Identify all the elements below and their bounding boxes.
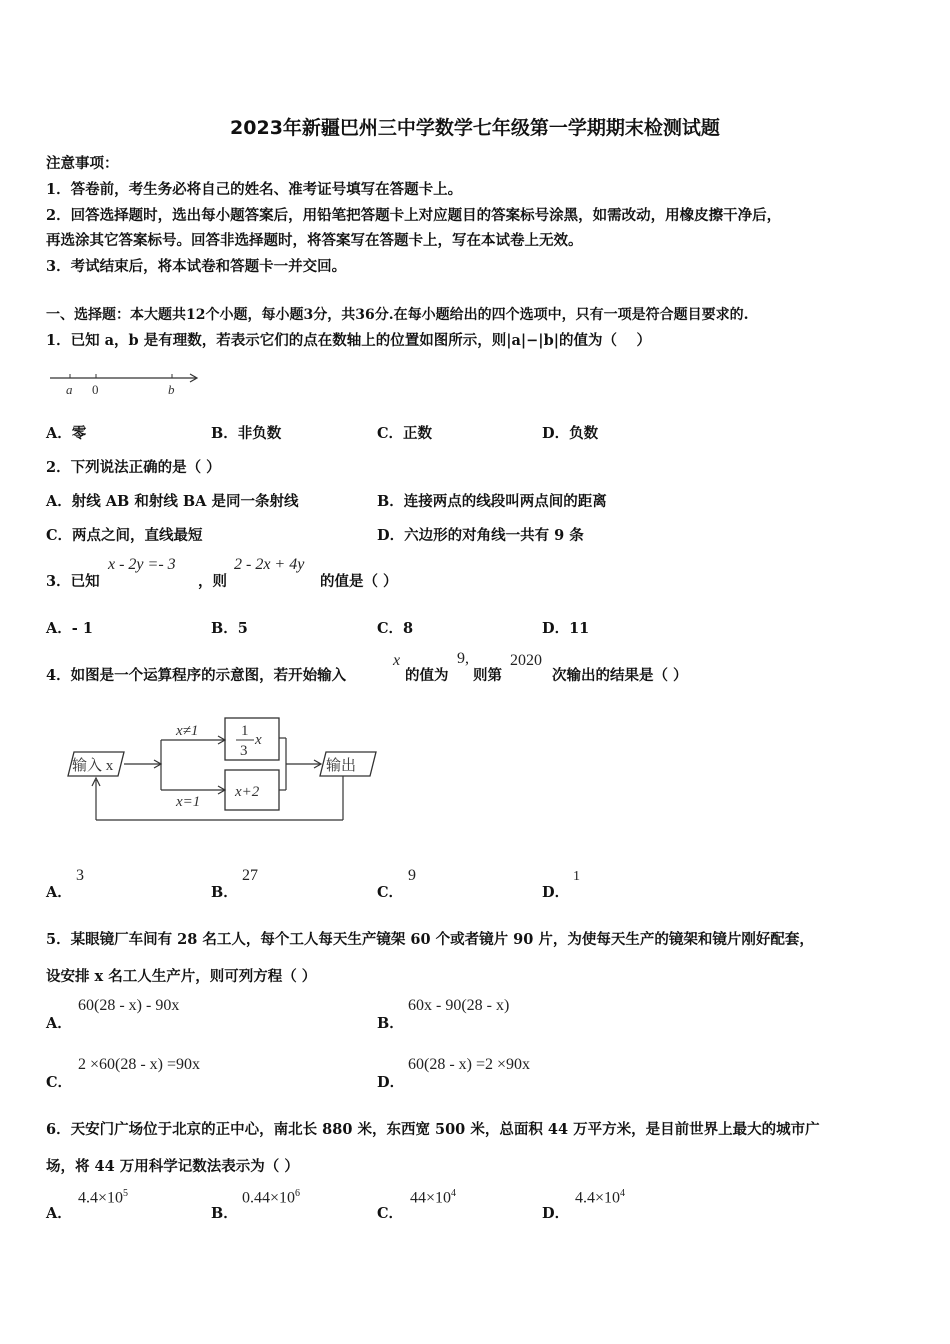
q3-stem-part1: 3．已知 bbox=[46, 573, 100, 590]
q4-value-2020: 2020 bbox=[510, 652, 542, 669]
q6-option-b-label: B． bbox=[211, 1205, 238, 1222]
q3-stem-part3: 的值是（ ） bbox=[320, 573, 398, 590]
note-3: 3．考试结束后，将本试卷和答题卡一并交回。 bbox=[46, 258, 347, 275]
q6-option-b-value: $0.44\times 10^6$ bbox=[242, 1188, 301, 1207]
q4-option-a-value: 3 bbox=[76, 867, 84, 884]
q3-option-c: C．8 bbox=[377, 620, 414, 637]
q5-option-c-value: 2 ×60(28 - x) =90x bbox=[78, 1056, 201, 1073]
q4-stem-part2: 的值为 bbox=[405, 667, 449, 684]
notes-heading: 注意事项： bbox=[46, 155, 119, 172]
q1-stem: 1．已知 a，b 是有理数，若表示它们的点在数轴上的位置如图所示，则|a|−|b|的值为（ ） bbox=[46, 332, 652, 349]
q5-option-d-label: D． bbox=[377, 1074, 405, 1091]
q4-value-9: 9, bbox=[457, 650, 469, 667]
q1-option-a: A．零 bbox=[46, 425, 87, 442]
flow-frac-num: 1 bbox=[241, 723, 249, 739]
flow-cond-one: x=1 bbox=[176, 794, 201, 810]
flow-output-label: 输出 bbox=[326, 758, 357, 774]
q2-option-a: A．射线 AB 和射线 BA 是同一条射线 bbox=[46, 493, 299, 510]
flow-frac-den: 3 bbox=[240, 743, 248, 759]
note-2a: 2．回答选择题时，选出每小题答案后，用铅笔把答题卡上对应题目的答案标号涂黑，如需改动，用橡皮擦干净后， bbox=[46, 207, 782, 224]
axis-label-b: b bbox=[168, 382, 175, 397]
q3-formula-2: 2 - 2x + 4y bbox=[234, 556, 305, 573]
q5-stem-line1: 5．某眼镜厂车间有 28 名工人，每个工人每天生产镜架 60 个或者镜片 90 片，为使每天生产的镜架和镜片刚好配套， bbox=[46, 931, 814, 948]
q6-stem-line1: 6．天安门广场位于北京的正中心，南北长 880 米，东西宽 500 米，总面积 44 万平方米，是目前世界上最大的城市广 bbox=[46, 1121, 820, 1138]
q6-option-d-value: $4.4\times 10^4$ bbox=[575, 1188, 626, 1207]
number-line-figure bbox=[46, 364, 206, 400]
q5-option-c-label: C． bbox=[46, 1074, 73, 1091]
note-2b: 再选涂其它答案标号。回答非选择题时，将答案写在答题卡上，写在本试卷上无效。 bbox=[46, 232, 583, 249]
q4-option-d-value: 1 bbox=[573, 869, 580, 884]
axis-label-a: a bbox=[66, 382, 73, 397]
q4-stem-part1: 4．如图是一个运算程序的示意图，若开始输入 bbox=[46, 667, 347, 684]
q3-option-d: D．11 bbox=[542, 620, 590, 637]
flow-plus2-label: x+2 bbox=[235, 784, 260, 800]
q4-stem-part3: 则第 bbox=[473, 667, 502, 684]
q5-stem-line2: 设安排 x 名工人生产片，则可列方程（ ） bbox=[46, 968, 317, 985]
q4-var-x: x bbox=[393, 652, 401, 669]
q5-option-a-value: 60(28 - x) - 90x bbox=[78, 997, 180, 1014]
q3-stem-part2: ，则 bbox=[198, 573, 227, 590]
q4-option-c-value: 9 bbox=[408, 867, 416, 884]
q6-option-c-value: $44\times 10^4$ bbox=[410, 1188, 457, 1207]
q1-option-d: D．负数 bbox=[542, 425, 599, 442]
q4-option-b-label: B． bbox=[211, 884, 238, 901]
q3-option-b: B．5 bbox=[211, 620, 248, 637]
q6-option-d-label: D． bbox=[542, 1205, 570, 1222]
q1-option-c: C．正数 bbox=[377, 425, 433, 442]
q4-option-d-label: D． bbox=[542, 884, 570, 901]
q6-stem-line2: 场，将 44 万用科学记数法表示为（ ） bbox=[46, 1158, 299, 1175]
note-1: 1．答卷前，考生务必将自己的姓名、准考证号填写在答题卡上。 bbox=[46, 181, 463, 198]
q2-stem: 2．下列说法正确的是（ ） bbox=[46, 459, 221, 476]
q4-option-b-value: 27 bbox=[242, 867, 258, 884]
q4-option-c-label: C． bbox=[377, 884, 404, 901]
q6-option-a-value: $4.4\times 10^5$ bbox=[78, 1188, 129, 1207]
flowchart-figure bbox=[58, 710, 388, 830]
q6-option-c-label: C． bbox=[377, 1205, 404, 1222]
q2-option-b: B．连接两点的线段叫两点间的距离 bbox=[377, 493, 607, 510]
axis-label-zero: 0 bbox=[92, 382, 99, 397]
flow-frac-var: x bbox=[255, 732, 262, 748]
flow-input-label: 输入 x bbox=[72, 758, 114, 774]
q3-option-a: A．- 1 bbox=[46, 620, 93, 637]
q5-option-a-label: A． bbox=[46, 1015, 72, 1032]
q1-option-b: B．非负数 bbox=[211, 425, 282, 442]
q5-option-b-label: B． bbox=[377, 1015, 404, 1032]
section-1-heading: 一、选择题：本大题共12个小题，每小题3分，共36分.在每小题给出的四个选项中，只有一项是符合题目要求的. bbox=[46, 307, 749, 323]
q2-option-c: C．两点之间，直线最短 bbox=[46, 527, 203, 544]
q4-stem-part4: 次输出的结果是（ ） bbox=[552, 667, 688, 684]
flow-box-third bbox=[225, 718, 279, 760]
page-title: 2023年新疆巴州三中学数学七年级第一学期期末检测试题 bbox=[230, 117, 720, 139]
q3-formula-1: x - 2y =- 3 bbox=[108, 556, 176, 573]
q5-option-b-value: 60x - 90(28 - x) bbox=[408, 997, 510, 1014]
q6-option-a-label: A． bbox=[46, 1205, 72, 1222]
q2-option-d: D．六边形的对角线一共有 9 条 bbox=[377, 527, 584, 544]
flow-cond-not-one: x≠1 bbox=[176, 723, 199, 739]
q5-option-d-value: 60(28 - x) =2 ×90x bbox=[408, 1056, 531, 1073]
q4-option-a-label: A． bbox=[46, 884, 72, 901]
